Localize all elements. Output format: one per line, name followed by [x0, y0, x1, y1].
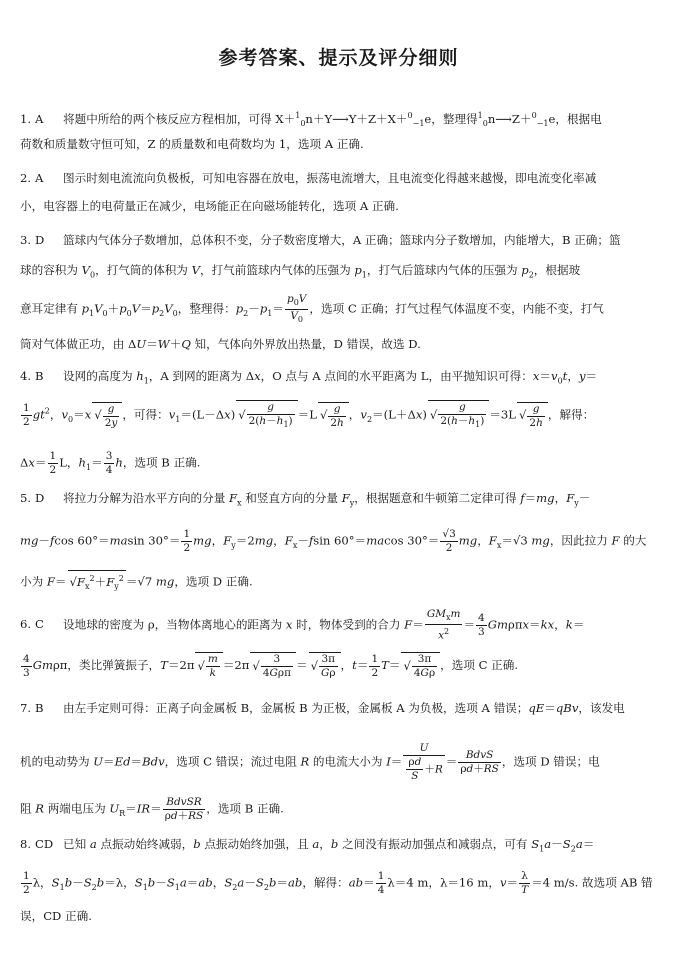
answer-choice: CD [35, 837, 54, 851]
answer-3-line-2: 球的容积为 $V_0$，打气筒的体积为 V，打气前篮球内气体的压强为 $p_1$，打气后篮球内气体的压强为 $p_2$，根据玻 [20, 263, 581, 280]
answer-1-line-2: 荷数和质量数守恒可知，Z 的质量数和电荷数均为 1，选项 A 正确. [20, 137, 364, 151]
answer-1-line-1: 1. A 将题中所给的两个核反应方程相加，可得 X＋$^1_0$n＋Y⟶Y＋Z＋X＋$^0_{-1}$e，整理得$^1_0$n⟶Z＋$^0_{-1}$e，根据电 [20, 111, 602, 129]
answer-7-line-3: 阻 R 两端电压为 $U_R=IR=$ $\frac{\text{BdvSR}}{\rho d+RS}$ ，选项 B 正确. [20, 796, 284, 822]
answer-5-line-3: 小为 F＝√ $F_x^2+F_y^2 =√7$ mg，选项 D 正确. [20, 570, 253, 595]
question-number: 8. [20, 837, 32, 851]
answer-3-line-4: 筒对气体做正功，由 ΔU＝W＋Q 知，气体向外界放出热量，D 错误，故选 D. [20, 337, 421, 351]
answer-4-line-3: Δx＝ $\frac{1}{2}$ L，$h_1=$ $\frac{3}{4}$ h，选项 B 正确. [20, 450, 201, 476]
answer-choice: A [35, 111, 44, 126]
question-number: 3. [20, 233, 32, 247]
answer-3-line-1: 3. D 篮球内气体分子数增加，总体积不变，分子数密度增大，A 正确；篮球内分子数增加，内能增大，B 正确；篮 [20, 233, 621, 247]
answer-choice: B [35, 701, 44, 715]
question-number: 6. [20, 617, 32, 632]
answer-2-line-2: 小，电容器上的电荷量正在减少，电场能正在向磁场能转化，选项 A 正确. [20, 199, 399, 213]
question-number: 4. [20, 369, 32, 383]
answer-8-line-1: 8. CD 已知 a 点振动始终减弱，b 点振动始终加强，且 a，b 之间没有振动加强点和减弱点，可有 $S_1a-S_2a=$ [20, 837, 595, 854]
answer-6-line-2: $\frac{4}{3}$ Gmρπ，类比弹簧振子，T＝2π √ $\frac{m}{k}$ ＝2π √ $\frac{3}{\text{4Gρπ}}$ ＝ √ $\frac{3\pi}{G\rho}$ ，t＝ $\frac{1}{2}$ T＝ √ $\frac{3\pi}{4G\rho}$ ，选项 C 正确. [20, 652, 518, 680]
answer-choice: D [35, 233, 45, 247]
answer-choice: D [35, 491, 45, 505]
answer-choice: B [35, 369, 44, 383]
answer-8-line-2: $\frac{1}{2}$ λ，$S_1b-S_2b=\lambda$，$S_1b-S_1a=ab$，$S_2a-S_2b=ab$，解得：ab＝ $\frac{1}{4}$ λ＝4 m，λ＝16 m，v＝ $\frac{\lambda}{T}$ ＝4 m/s. 故选项 AB 错 [23, 870, 653, 896]
page-title: 参考答案、提示及评分细则 [218, 47, 459, 69]
answer-choice: A [35, 171, 44, 185]
answer-6-line-1: 6. C 设地球的密度为 ρ，当物体离地心的距离为 x 时，物体受到的合力 F＝ $\frac{GM_xm}{x^2}$ ＝ $\frac{4}{3}$ Gmρπx＝kx，k＝ [20, 608, 585, 642]
answer-3-line-3: 意耳定律有 $p_1V_0+p_0V=p_2V_0$，整理得：$p_2-p_1=$ $\frac{p_0V}{V_0}$ ，选项 C 正确；打气过程气体温度不变，内能不变，打气 [20, 293, 604, 325]
fraction: $\frac{p_0V}{V_0}$ [286, 293, 307, 325]
question-number: 1. [20, 111, 32, 126]
answer-7-line-2: 机的电动势为 U＝Ed＝Bdv，选项 C 错误；流过电阻 R 的电流大小为 I＝ U $\frac{\rho d}{S}$ ＋R ＝ $\frac{\text{BdvS}}{\rho d+RS}$ ，选项 D 错误；电 [20, 742, 600, 782]
answer-5-line-2: mg－fcos 60°＝masin 30°＝ $\frac{1}{2}$ mg，$F_y=2mg$，$F_x-fsin$ 60°＝macos 30°＝ $\frac{√3}{2}$ mg，$F_x=√3$ mg，因此拉力 F 的大 [20, 528, 647, 554]
answer-5-line-1: 5. D 将拉力分解为沿水平方向的分量 $F_x$ 和竖直方向的分量 $F_y$，根据题意和牛顿第二定律可得 f＝mg，$F_y-$ [20, 491, 591, 508]
question-number: 5. [20, 491, 32, 505]
answer-4-line-2: $\frac{1}{2}$ $gt^2$，$v_0=x$ √ $\frac{g}{2y}$ ，可得：$v_1=(L-\Delta x)$ √ $\frac{g}{2(h-h_1)}$ ＝L √ $\frac{g}{2h}$ ，$v_2=(L+\Delta x)$ √ $\frac{g}{2(h-h_1)}$ ＝3L √ $\frac{g}{2h}$ ，解得： [20, 400, 594, 431]
question-number: 2. [20, 171, 32, 185]
answer-choice: C [35, 617, 44, 632]
answer-4-line-1: 4. B 设网的高度为 $h_1$，A 到网的距离为 Δx，O 点与 A 点间的水平距离为 L，由平抛知识可得：$x=v_0t$，y＝ [20, 369, 598, 386]
answer-7-line-1: 7. B 由左手定则可得：正离子向金属板 B，金属板 B 为正极，金属板 A 为负极，选项 A 错误；qE＝qBv，该发电 [20, 701, 625, 715]
question-number: 7. [20, 701, 32, 715]
answer-2-line-1: 2. A 图示时刻电流流向负极板，可知电容器在放电，振荡电流增大，且电流变化得越来越慢，即电流变化率减 [20, 171, 597, 185]
answer-8-line-3: 误，CD 正确. [20, 909, 92, 923]
